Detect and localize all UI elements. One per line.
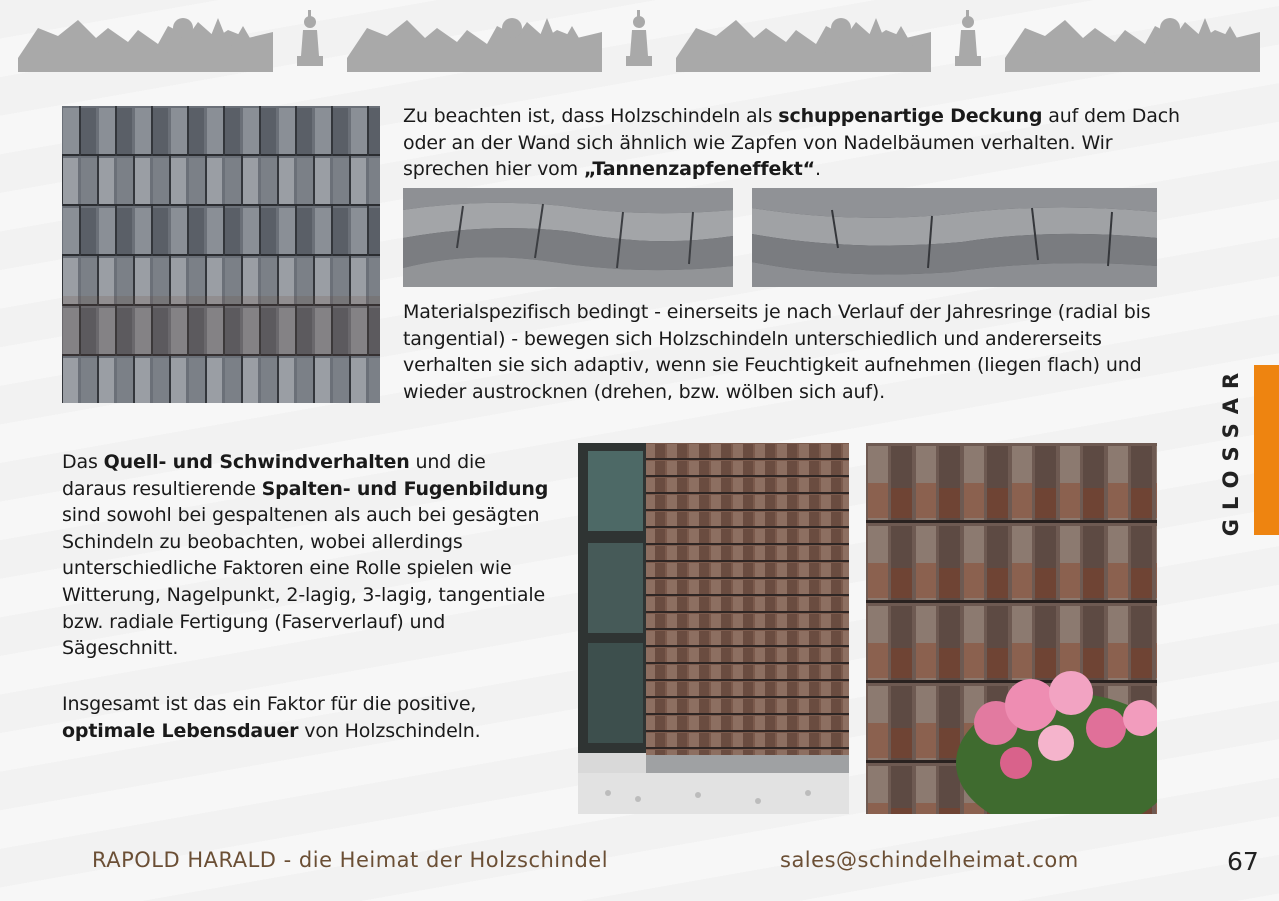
roof-shingles-closeup-photo-2 <box>752 188 1157 287</box>
footer-email-link[interactable]: sales@schindelheimat.com <box>780 848 1079 872</box>
glossar-side-label[interactable] <box>1213 365 1249 535</box>
summary-text-2: von Holzschindeln. <box>298 719 481 742</box>
decorative-frieze <box>18 6 1263 74</box>
shingle-maker-figure-illustration <box>279 8 341 72</box>
intro-text-3: . <box>815 158 821 181</box>
summary-text-1: Insgesamt ist das ein Faktor für die positive, <box>62 693 477 715</box>
footer-company: RAPOLD HARALD - die Heimat der Holzschindel <box>92 848 609 872</box>
quell-text-2: und die daraus resultierende <box>62 451 486 500</box>
quell-text-1: Das <box>62 451 104 473</box>
intro-paragraph <box>403 103 1183 183</box>
quell-bold-spalten-und-fugenbildung: Spalten- und Fugenbildung <box>261 477 549 500</box>
material-paragraph: Materialspezifisch bedingt - einerseits je nach Verlauf der Jahresringe (radial bis tangential) - bewegen sich Holzschindeln unterschiedlich und andererseits verhalten sie sich adaptiv, wenn sie Feuchtigkeit aufnehmen (liegen flach) und wieder austrocknen (drehen, bzw. wölben sich auf). <box>403 301 1151 403</box>
summary-bold-optimale-lebensdauer: optimale Lebensdauer <box>62 719 299 742</box>
quell-bold-quell-und-schwindverhalten: Quell- und Schwindverhalten <box>103 451 410 473</box>
intro-text-1: Zu beachten ist, dass Holzschindeln als <box>403 105 779 127</box>
woodcutters-scene-illustration <box>347 8 602 72</box>
intro-text-2: auf dem Dach oder an der Wand sich ähnlich wie Zapfen von Nadelbäumen verhalten. Wir sprechen hier vom <box>403 105 1180 181</box>
shingle-maker-figure-illustration <box>608 8 670 72</box>
intro-bold-schuppenartige-deckung: schuppenartige Deckung <box>778 105 1043 127</box>
page-number: 67 <box>1227 847 1259 876</box>
glossar-accent-tab[interactable] <box>1254 365 1279 535</box>
woodcutters-scene-illustration <box>18 8 273 72</box>
shingles-with-roses-photo <box>866 443 1157 814</box>
shingle-facade-building-photo <box>578 443 849 814</box>
intro-bold-tannenzapfeneffekt: „Tannenzapfeneffekt“ <box>583 158 815 181</box>
summary-paragraph <box>62 691 552 744</box>
glossar-label-text: GLOSSAR <box>1219 363 1244 537</box>
quell-text-3: sind sowohl bei gespaltenen als auch bei gesägten Schindeln zu beobachten, wobei allerdings unterschiedliche Faktoren eine Rolle spielen wie Witterung, Nagelpunkt, 2-lagig, 3-lagig, tangentiale bzw. radiale Fertigung (Faserverlauf) und Sägeschnitt. <box>62 504 545 660</box>
roof-shingles-closeup-photo-1 <box>403 188 733 287</box>
woodcutters-scene-illustration <box>1005 8 1260 72</box>
quell-schwind-paragraph <box>62 449 552 662</box>
shingle-maker-figure-illustration <box>937 8 999 72</box>
woodcutters-scene-illustration <box>676 8 931 72</box>
weathered-shingle-wall-photo <box>62 106 380 403</box>
